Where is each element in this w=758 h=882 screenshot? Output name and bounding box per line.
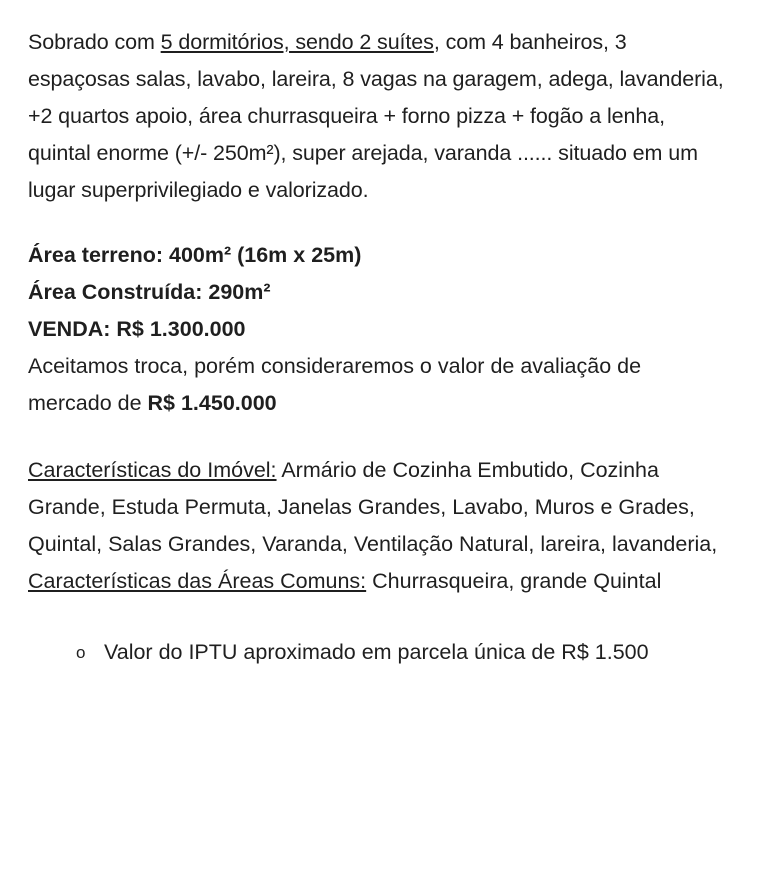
description-highlight: 5 dormitórios, sendo 2 suítes	[160, 30, 434, 54]
common-area-features-heading: Características das Áreas Comuns:	[28, 569, 367, 593]
bullet-marker-icon: o	[76, 643, 86, 662]
trade-note-amount: R$ 1.450.000	[147, 391, 277, 415]
spec-built-area	[28, 274, 730, 311]
features-block	[28, 452, 730, 600]
property-features-heading: Características do Imóvel:	[28, 458, 277, 482]
list-item	[76, 634, 730, 671]
spec-built-area-value: 290m²	[202, 280, 271, 304]
property-description	[28, 24, 730, 209]
common-area-features	[28, 563, 730, 600]
spec-land-area	[28, 237, 730, 274]
spec-sale-price-label: VENDA:	[28, 317, 111, 341]
spec-sale-price	[28, 311, 730, 348]
bullet-list	[28, 634, 730, 671]
spec-land-area-label: Área terreno:	[28, 243, 164, 267]
trade-note	[28, 348, 730, 422]
specs-block	[28, 237, 730, 422]
description-rest: , com 4 banheiros, 3 espaçosas salas, lavabo, lareira, 8 vagas na garagem, adega, lavanderia, +2 quartos apoio, área churrasqueira + forno pizza + fogão a lenha, quintal enorme (+/- 250m²), super arejada, varanda ...... situado em um lugar superprivilegiado e valorizado.	[28, 30, 724, 202]
spec-built-area-label: Área Construída:	[28, 280, 203, 304]
property-features	[28, 452, 730, 563]
spec-sale-price-value: R$ 1.300.000	[110, 317, 246, 341]
trade-note-text: Aceitamos troca, porém consideraremos o valor de avaliação de mercado de	[28, 354, 642, 415]
spec-land-area-value: 400m² (16m x 25m)	[163, 243, 362, 267]
description-prefix: Sobrado com	[28, 30, 161, 54]
property-features-list: Armário de Cozinha Embutido, Cozinha Grande, Estuda Permuta, Janelas Grandes, Lavabo, Muros e Grades, Quintal, Salas Grandes, Varanda, Ventilação Natural, lareira, lavanderia,	[28, 458, 718, 556]
list-item-text: Valor do IPTU aproximado em parcela única de R$ 1.500	[104, 640, 649, 664]
common-area-features-list: Churrasqueira, grande Quintal	[366, 569, 662, 593]
